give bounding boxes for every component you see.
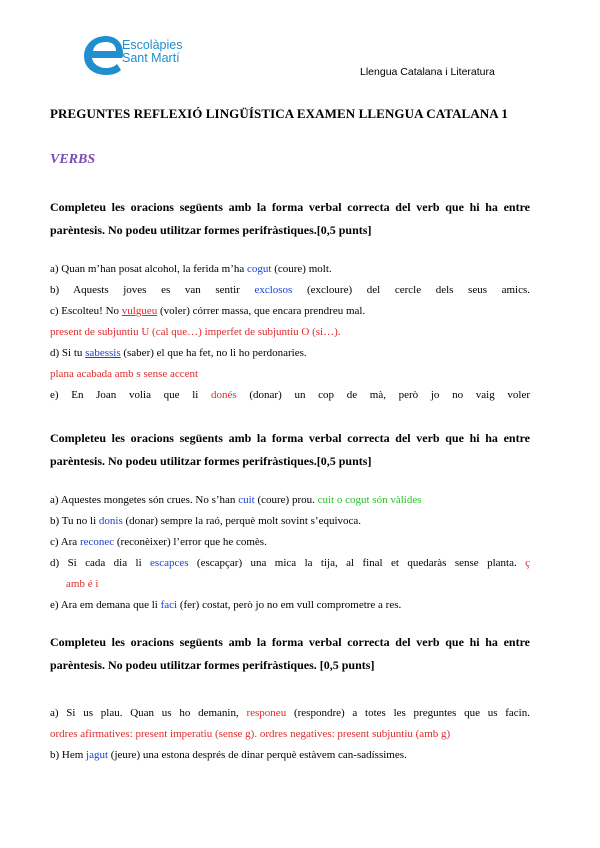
b2-item-d bbox=[50, 556, 530, 570]
b2-a-note: cuit o cogut són vàlides bbox=[317, 494, 422, 506]
b1-c-pre: c) Escolteu! No bbox=[50, 305, 122, 317]
section-heading: VERBS bbox=[50, 152, 96, 167]
b2-d-note1: ç bbox=[516, 557, 530, 569]
b1-a-pre: a) Quan m’han posat alcohol, la ferida m’ha bbox=[50, 263, 248, 275]
subject-header: Llengua Catalana i Literatura bbox=[360, 66, 495, 78]
b1-c-answer: vulgueu bbox=[121, 305, 158, 317]
b1-b-pre: b) Aquests joves es van sentir bbox=[50, 284, 255, 296]
instructions-2 bbox=[50, 427, 530, 473]
b1-b-answer: exclosos bbox=[254, 284, 293, 296]
b1-a-post: (coure) molt. bbox=[271, 263, 332, 275]
b2-a-post: (coure) prou. bbox=[254, 494, 318, 506]
b2-item-e bbox=[50, 598, 530, 612]
b2-item-b bbox=[50, 514, 530, 528]
instr-3-line1: Completeu les oracions següents amb la forma verbal correcta del verb que hi ha entre bbox=[50, 635, 530, 649]
b3-a-answer: responeu bbox=[246, 707, 287, 719]
b1-item-a bbox=[50, 262, 530, 276]
b2-d-post: (escapçar) una mica la tija, al final et quedaràs sense planta. bbox=[188, 557, 517, 569]
b1-e-post: (donar) un cop de mà, però jo no vaig voler bbox=[236, 389, 531, 401]
instr-2-line1: Completeu les oracions següents amb la forma verbal correcta del verb que hi ha entre bbox=[50, 431, 530, 445]
b3-b-answer: jagut bbox=[86, 749, 109, 761]
b1-d-pre: d) Si tu bbox=[50, 347, 86, 359]
b3-a-pre: a) Si us plau. Quan us ho demanin, bbox=[50, 707, 247, 719]
document-title: PREGUNTES REFLEXIÓ LINGÜÍSTICA EXAMEN LLENGUA CATALANA 1 bbox=[50, 106, 509, 121]
b1-item-d bbox=[50, 346, 530, 360]
b2-b-answer: donis bbox=[98, 515, 123, 527]
instr-3-line2: parèntesis. No podeu utilitzar formes perifràstiques. [0,5 punts] bbox=[50, 658, 375, 672]
b2-d-note2: amb é i bbox=[66, 578, 99, 590]
instr-1-line1: Completeu les oracions següents amb la forma verbal correcta del verb que hi ha entre bbox=[50, 200, 530, 214]
b2-e-pre: e) Ara em demana que li bbox=[50, 599, 161, 611]
b2-a-answer: cuit bbox=[238, 494, 255, 506]
logo-text bbox=[122, 39, 182, 65]
b3-b-post: (jeure) una estona després de dinar perquè estàvem can-sadíssimes. bbox=[108, 749, 407, 761]
b1-item-c bbox=[50, 304, 530, 318]
b1-e-answer: donés bbox=[211, 389, 237, 401]
instructions-3 bbox=[50, 631, 530, 677]
b2-b-post: (donar) sempre la raó, perquè molt sovint s’equivoca. bbox=[122, 515, 362, 527]
b2-e-answer: faci bbox=[160, 599, 178, 611]
instr-2-line2: parèntesis. No podeu utilitzar formes perifràstiques.[0,5 punts] bbox=[50, 454, 372, 468]
b2-c-answer: reconec bbox=[79, 536, 115, 548]
b3-a-note: ordres afirmatives: present imperatiu (sense g). ordres negatives: present subjuntiu (amb g) bbox=[50, 728, 451, 740]
b1-a-answer: cogut bbox=[247, 263, 272, 275]
instructions-1 bbox=[50, 196, 530, 242]
b2-c-pre: c) Ara bbox=[50, 536, 80, 548]
b1-item-b bbox=[50, 283, 530, 297]
b1-c-post: (voler) córrer massa, que encara prendreu mal. bbox=[157, 305, 366, 317]
b1-e-pre: e) En Joan volia que li bbox=[50, 389, 212, 401]
instr-1-line2: parèntesis. No podeu utilitzar formes perifràstiques.[0,5 punts] bbox=[50, 223, 372, 237]
b1-item-e bbox=[50, 388, 530, 402]
b2-item-a bbox=[50, 493, 530, 507]
b2-e-post: (fer) costat, però jo no em vull comprometre a res. bbox=[177, 599, 402, 611]
b2-d-pre: d) Si cada dia li bbox=[50, 557, 151, 569]
logo-line1: Escolàpies bbox=[122, 38, 183, 52]
b2-a-pre: a) Aquestes mongetes són crues. No s’han bbox=[50, 494, 239, 506]
b2-item-c bbox=[50, 535, 530, 549]
logo-e-shape bbox=[84, 36, 123, 75]
b3-a-post: (respondre) a totes les preguntes que us facin. bbox=[286, 707, 530, 719]
b2-b-pre: b) Tu no li bbox=[50, 515, 99, 527]
b2-d-answer: escapces bbox=[150, 557, 189, 569]
b1-b-post: (excloure) del cercle dels seus amics. bbox=[292, 284, 531, 296]
b3-item-a bbox=[50, 706, 530, 720]
b1-d-post: (saber) el que ha fet, no li ho perdonaries. bbox=[120, 347, 307, 359]
b1-d-answer: sabessis bbox=[85, 347, 121, 359]
b3-b-pre: b) Hem bbox=[50, 749, 87, 761]
b2-c-post: (reconèixer) l’error que he comès. bbox=[114, 536, 267, 548]
logo-line2: Sant Martí bbox=[122, 51, 180, 65]
b3-item-b bbox=[50, 748, 530, 762]
b1-c-note: present de subjuntiu U (cal que…) imperfet de subjuntiu O (si…). bbox=[50, 326, 341, 338]
b1-d-note: plana acabada amb s sense accent bbox=[50, 368, 199, 380]
